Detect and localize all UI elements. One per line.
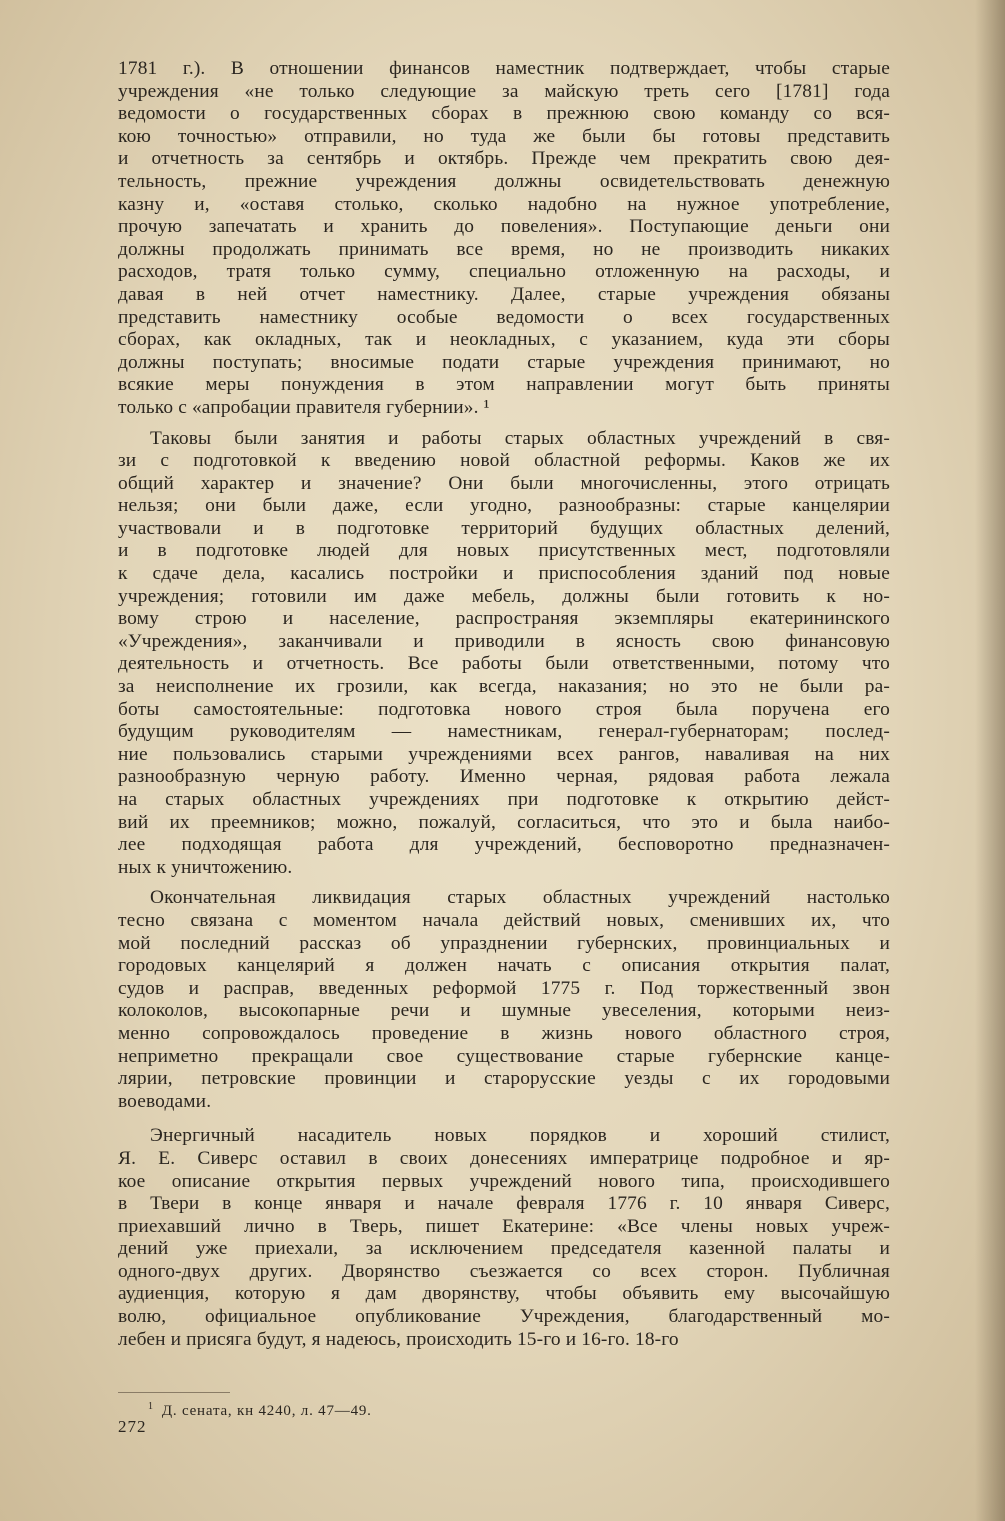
text-line: 1781 г.). В отношении финансов наместник подтверждает, чтобы старые <box>118 58 890 79</box>
text-line: нельзя; они были даже, если угодно, разнообразны: старые канцелярии <box>118 495 890 517</box>
text-line: участвовали и в подготовке территорий будущих областных делений, <box>118 517 890 539</box>
text-line: за неисполнение их грозили, как всегда, наказания; но это не были ра- <box>118 676 890 698</box>
text-line: кое описание открытия первых учреждений нового типа, происходившего <box>118 1170 890 1192</box>
text-line: кою точностью» отправили, но туда же были бы готовы представить <box>118 125 890 147</box>
text-line: и в подготовке людей для новых присутственных мест, подготовляли <box>118 540 890 562</box>
text-line: волю, официальное опубликование Учреждения, благодарственный мо- <box>118 1306 890 1328</box>
text-line: менно сопровождалось проведение в жизнь нового областного строя, <box>118 1022 890 1044</box>
text-line: аудиенция, которую я дам дворянству, чтобы объявить ему высочайшую <box>118 1283 890 1305</box>
text-line: учреждения «не только следующие за майскую треть сего [1781] года <box>118 80 890 102</box>
text-line: вий их преемников; можно, пожалуй, согласиться, что это и была наибо- <box>118 811 890 833</box>
text-line: прочую запечатать и хранить до повеления». Поступающие деньги они <box>118 216 890 238</box>
text-line: Таковы были занятия и работы старых областных учреждений в свя- <box>150 427 890 449</box>
text-line: зи с подготовкой к введению новой областной реформы. Каков же их <box>118 450 890 472</box>
text-line: разнообразную черную работу. Именно черная, рядовая работа лежала <box>118 766 890 788</box>
text-line: сборах, как окладных, так и неокладных, с указанием, куда эти сборы <box>118 329 890 351</box>
footnote-text: Д. сената, кн 4240, л. 47—49. <box>161 1403 372 1419</box>
text-line: давая в ней отчет наместнику. Далее, старые учреждения обязаны <box>118 283 890 305</box>
footnote <box>148 1398 372 1420</box>
footnote-rule <box>118 1392 230 1393</box>
text-line: неприметно прекращали свое существование старые губернские канце- <box>118 1045 890 1067</box>
text-line: всякие меры понуждения в этом направлении могут быть приняты <box>118 374 890 396</box>
text-line: должны поступать; вносимые подати старые учреждения принимают, но <box>118 351 890 373</box>
text-line: Я. Е. Сиверс оставил в своих донесениях императрице подробное и яр- <box>118 1147 890 1169</box>
text-line: представить наместнику особые ведомости о всех государственных <box>118 306 890 328</box>
text-line: воеводами. <box>118 1090 212 1112</box>
paragraph <box>118 58 890 420</box>
page-number: 272 <box>118 1417 147 1436</box>
text-line: боты самостоятельные: подготовка нового строя была поручена его <box>118 698 890 720</box>
text-line: одного-двух других. Дворянство съезжается со всех сторон. Публичная <box>118 1260 890 1282</box>
text-line: судов и расправ, введенных реформой 1775 г. Под торжественный звон <box>118 977 890 999</box>
text-line: вому строю и население, распространяя экземпляры екатерининского <box>118 608 890 630</box>
text-line: Окончательная ликвидация старых областных учреждений настолько <box>150 887 890 909</box>
paragraph <box>118 428 890 880</box>
text-line: ние пользовались старыми учреждениями всех рангов, наваливая на них <box>118 743 890 765</box>
text-line: лярии, петровские провинции и старорусские уезды с их городовыми <box>118 1068 890 1090</box>
text-line: дений уже приехали, за исключением председателя казенной палаты и <box>118 1238 890 1260</box>
text-line: будущим руководителям — наместникам, генерал-губернаторам; послед- <box>118 721 890 743</box>
text-line: тесно связана с моментом начала действий новых, сменивших их, что <box>118 909 890 931</box>
text-line: на старых областных учреждениях при подготовке к открытию дейст- <box>118 789 890 810</box>
text-line: деятельность и отчетность. Все работы были ответственными, потому что <box>118 653 890 675</box>
body-text <box>118 58 890 1351</box>
paragraph <box>118 887 890 1113</box>
text-line: казну и, «оставя столько, сколько надобно на нужное употребление, <box>118 193 890 215</box>
text-line: мой последний рассказ об упразднении губернских, провинциальных и <box>118 932 890 954</box>
text-line: к сдаче дела, касались постройки и приспособления зданий под новые <box>118 563 890 585</box>
text-line: лее подходящая работа для учреждений, бесповоротно предназначен- <box>118 834 890 856</box>
text-line: ных к уничтожению. <box>118 856 293 878</box>
text-line: тельность, прежние учреждения должны освидетельствовать денежную <box>118 170 890 192</box>
page-edge-shadow <box>975 0 1005 1521</box>
text-line: общий характер и значение? Они были многочисленны, этого отрицать <box>118 472 890 494</box>
text-line: и отчетность за сентябрь и октябрь. Прежде чем прекратить свою дея- <box>118 148 890 170</box>
text-line: колоколов, высокопарные речи и шумные увеселения, которыми неиз- <box>118 1000 890 1022</box>
text-line: только с «апробации правителя губернии». ¹ <box>118 396 490 418</box>
text-line: лебен и присяга будут, я надеюсь, происходить 15-го и 16-го. 18-го <box>118 1328 679 1350</box>
text-line: приехавший лично в Тверь, пишет Екатерине: «Все члены новых учреж- <box>118 1215 890 1237</box>
text-line: Энергичный насадитель новых порядков и хороший стилист, <box>150 1125 890 1147</box>
text-line: расходов, тратя только сумму, специально отложенную на расходы, и <box>118 261 890 283</box>
paragraph <box>118 1125 890 1351</box>
text-line: учреждения; готовили им даже мебель, должны были готовить к но- <box>118 585 890 607</box>
footnote-marker: 1 <box>148 1401 154 1412</box>
text-line: ведомости о государственных сборах в прежнюю свою команду со вся- <box>118 103 890 125</box>
text-line: в Твери в конце января и начале февраля 1776 г. 10 января Сиверс, <box>118 1193 890 1215</box>
text-line: «Учреждения», заканчивали и приводили в ясность свою финансовую <box>118 630 890 652</box>
text-line: городовых канцелярий я должен начать с описания открытия палат, <box>118 955 890 977</box>
text-line: должны продолжать принимать все время, но не производить никаких <box>118 238 890 260</box>
